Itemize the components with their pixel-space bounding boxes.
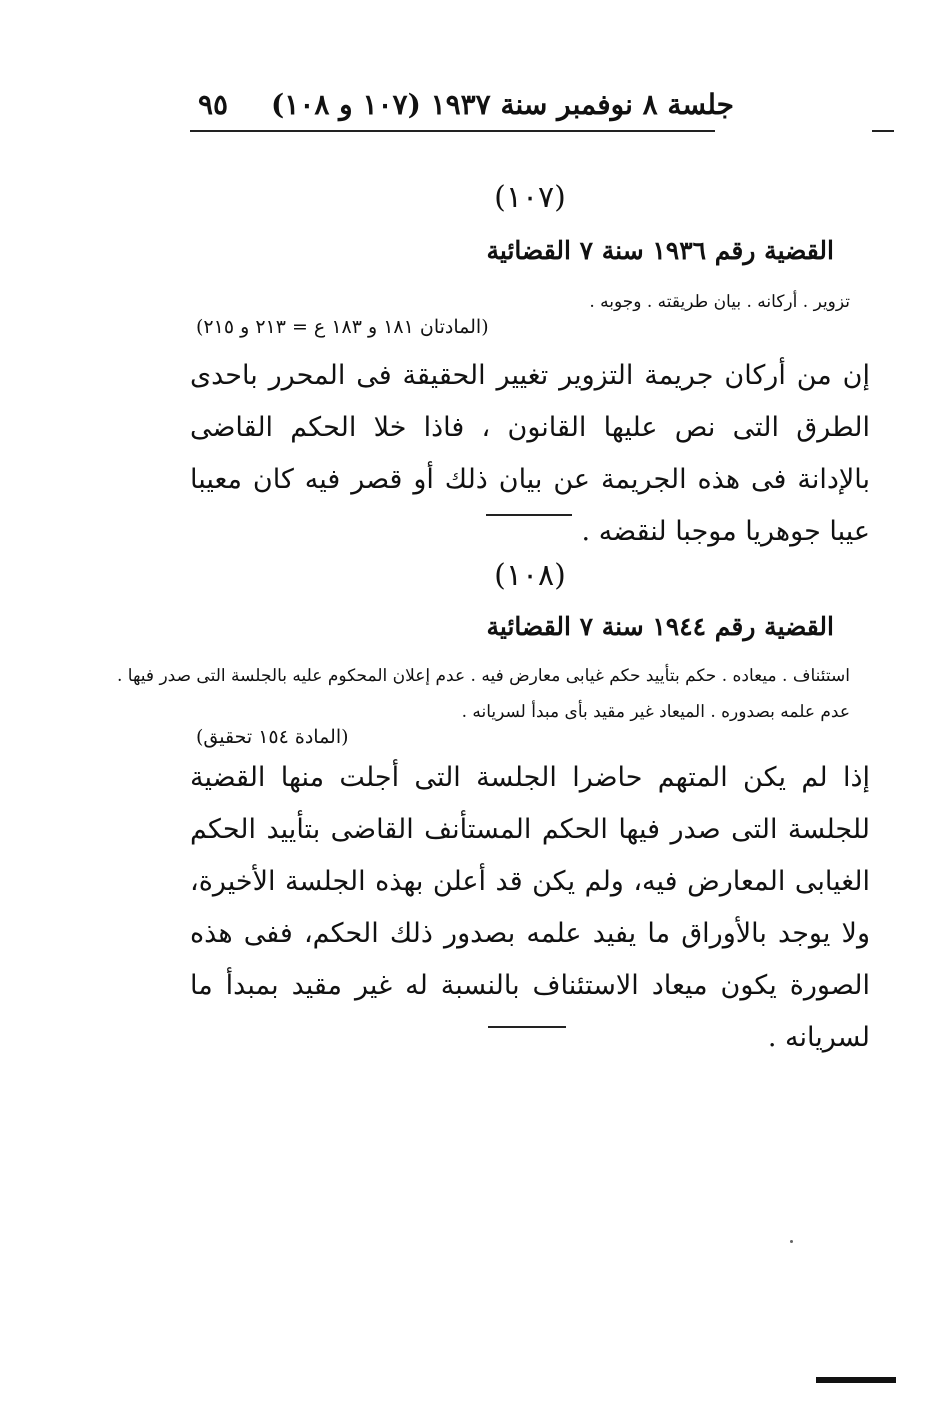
case-title: القضية رقم ١٩٤٤ سنة ٧ القضائية [486,612,834,641]
keywords-line: تزوير . أركانه . بيان طريقته . وجوبه . [589,292,850,312]
article-reference: (المادتان ١٨١ و ١٨٣ ع = ٢١٣ و ٢١٥) [196,316,489,338]
header-title: جلسة ٨ نوفمبر سنة ١٩٣٧ (١٠٧ و ١٠٨) [271,88,734,121]
header-rule-tail [872,130,894,132]
case-title: القضية رقم ١٩٣٦ سنة ٧ القضائية [486,236,834,265]
ruling-number: (١٠٧) [494,180,566,215]
ruling-text: إذا لم يكن المتهم حاضرا الجلسة التى أجلت منها القضية للجلسة التى صدر فيها الحكم المستأنف القاضى بتأييد الحكم الغيابى المعارض فيه، ولم يكن قد أعلن بهذه الجلسة الأخيرة، ولا يوجد بالأوراق ما يفيد علمه بصدور ذلك الحكم، ففى هذه الصورة يكون ميعاد الاستئناف بالنسبة له غير مقيد بمبدأ ما لسريانه . [190,762,870,1053]
keywords-line: استئناف . ميعاده . حكم بتأييد حكم غيابى معارض فيه . عدم إعلان المحكوم عليه بالجلسة التى صدر فيها . [116,666,850,686]
scan-speck [790,1240,793,1243]
ruling-text: إن من أركان جريمة التزوير تغيير الحقيقة فى المحرر باحدى الطرق التى نص عليها القانون ، فاذا خلا الحكم القاضى بالإدانة فى هذه الجريمة عن بيان ذلك أو قصر فيه كان معيبا عيبا جوهريا موجبا لنقضه . [190,360,870,547]
section-divider [486,514,572,516]
article-reference: (المادة ١٥٤ تحقيق) [196,726,349,748]
section-divider [488,1026,566,1028]
header-rule [190,130,715,132]
ruling-number: (١٠٨) [494,558,566,593]
page-header [190,88,890,128]
keywords-line: عدم علمه بصدوره . الميعاد غير مقيد بأى مبدأ لسريانه . [461,702,850,722]
bottom-edge-mark [816,1377,896,1383]
page-number: ٩٥ [198,88,229,121]
